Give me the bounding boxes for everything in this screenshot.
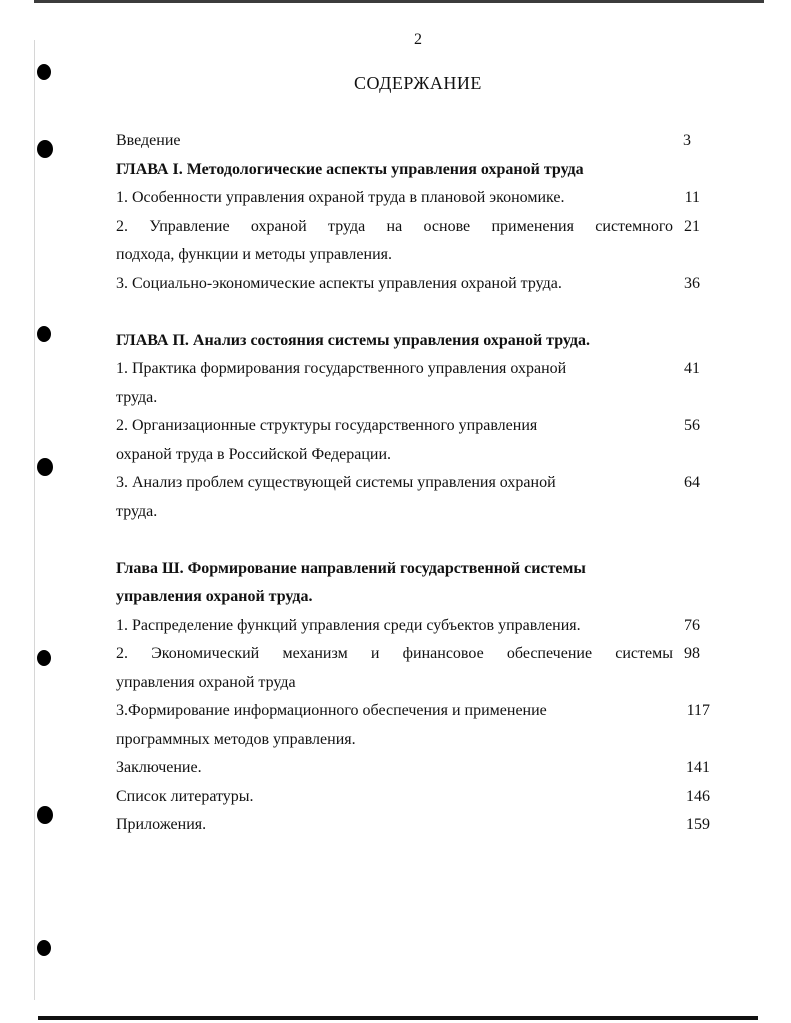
punch-hole-mark: [37, 140, 53, 158]
chapter-heading: Глава Ш. Формирование направлений государственной системы: [116, 559, 586, 577]
toc-entry-appendices: Приложения. 159: [116, 811, 716, 840]
chapter-heading: ГЛАВА I. Методологические аспекты управления охраной труда: [116, 160, 584, 178]
punch-hole-mark: [37, 806, 53, 824]
toc-entry: 3. Анализ проблем существующей системы управления охраной 64: [116, 469, 716, 498]
toc-entry-continuation: труда.: [116, 388, 158, 406]
toc-entry-text: Введение: [116, 132, 181, 149]
page-number: 2: [414, 31, 422, 48]
toc-entry-conclusion: Заключение. 141: [116, 754, 716, 783]
toc-entry-page: 3: [683, 132, 691, 149]
scan-margin-line: [34, 40, 35, 1000]
toc-entry-page: 98: [684, 645, 700, 662]
toc-entry: 2. Организационные структуры государственного управления 56: [116, 412, 716, 441]
toc-entry: 2. Экономический механизм и финансовое обеспечение системы 98: [116, 640, 716, 669]
punch-hole-mark: [37, 326, 51, 342]
toc-entry-page: 141: [686, 759, 710, 776]
toc-entry-continuation: программных методов управления.: [116, 730, 356, 748]
chapter-heading-continuation: управления охраной труда.: [116, 588, 313, 605]
punch-hole-mark: [37, 650, 51, 666]
toc-entry-bibliography: Список литературы. 146: [116, 783, 716, 812]
toc-entry-page: 64: [684, 474, 700, 491]
toc-entry: 1. Особенности управления охраной труда в плановой экономике. 11: [116, 184, 716, 213]
toc-entry-page: 36: [684, 274, 700, 292]
punch-hole-mark: [37, 940, 51, 956]
toc-entry-continuation: подхода, функции и методы управления.: [116, 246, 392, 263]
table-of-contents: [116, 127, 716, 840]
toc-entry-page: 159: [686, 816, 710, 833]
toc-entry: 2. Управление охраной труда на основе применения системного 21: [116, 213, 716, 242]
toc-entry-continuation: управления охраной труда: [116, 673, 296, 691]
page-title: СОДЕРЖАНИЕ: [354, 73, 482, 93]
toc-entry: 3. Социально-экономические аспекты управления охраной труда. 36: [116, 270, 716, 299]
toc-entry: 1. Практика формирования государственного управления охраной 41: [116, 355, 716, 384]
toc-entry-page: 76: [684, 616, 700, 634]
toc-entry-page: 21: [684, 217, 700, 235]
toc-entry: 3.Формирование информационного обеспечения и применение 117: [116, 697, 716, 726]
chapter-heading: ГЛАВА П. Анализ состояния системы управления охраной труда.: [116, 331, 590, 349]
toc-entry: 1. Распределение функций управления среди субъектов управления. 76: [116, 612, 716, 641]
toc-entry-page: 117: [686, 702, 710, 719]
toc-entry-continuation: труда.: [116, 502, 158, 520]
toc-entry-page: 146: [686, 787, 710, 805]
toc-entry-page: 56: [684, 417, 700, 434]
scan-bottom-rule: [38, 1016, 758, 1020]
toc-entry-continuation: охраной труда в Российской Федерации.: [116, 445, 392, 463]
punch-hole-mark: [37, 458, 53, 476]
toc-entry-intro: [116, 127, 716, 156]
toc-entry-page: 41: [684, 360, 700, 377]
toc-entry-page: 11: [684, 189, 700, 206]
scan-top-rule: [34, 0, 764, 3]
